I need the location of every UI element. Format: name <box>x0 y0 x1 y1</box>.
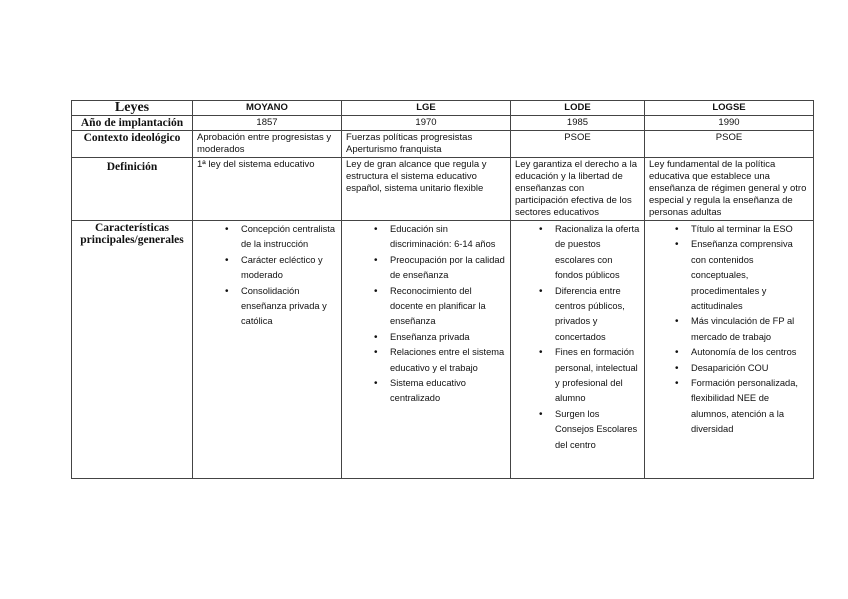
features-lge <box>342 221 511 479</box>
list-item: • Desaparición COU <box>691 361 809 376</box>
list-item: • Reconocimiento del docente en planificar la enseñanza <box>390 284 506 330</box>
law-lge-header: LGE <box>342 101 511 116</box>
definition-logse: Ley fundamental de la política educativa que establece una enseñanza de régimen general y otro especial y regula la enseñanza de personas adultas <box>645 158 814 221</box>
definition-lode: Ley garantiza el derecho a la educación y la libertad de enseñanzas con participación efectiva de los sectores educativos <box>511 158 645 221</box>
features-row <box>72 221 814 479</box>
features-moyano <box>193 221 342 479</box>
list-item: • Racionaliza la oferta de puestos escolares con fondos públicos <box>555 222 640 284</box>
list-item: • Consolidación enseñanza privada y católica <box>241 284 337 330</box>
year-logse: 1990 <box>645 116 814 131</box>
leyes-header: Leyes <box>72 101 193 116</box>
features-lge-list <box>346 222 506 407</box>
list-item: • Educación sin discriminación: 6-14 años <box>390 222 506 253</box>
context-row <box>72 131 814 158</box>
header-row <box>72 101 814 116</box>
features-lode <box>511 221 645 479</box>
features-lode-list <box>515 222 640 453</box>
features-label: Características principales/generales <box>72 221 193 479</box>
definition-lge: Ley de gran alcance que regula y estructura el sistema educativo español, sistema unitario flexible <box>342 158 511 221</box>
list-item: • Sistema educativo centralizado <box>390 376 506 407</box>
list-item: • Enseñanza privada <box>390 330 506 345</box>
list-item: • Fines en formación personal, intelectual y profesional del alumno <box>555 345 640 407</box>
law-lode-header: LODE <box>511 101 645 116</box>
year-row <box>72 116 814 131</box>
list-item: • Surgen los Consejos Escolares del centro <box>555 407 640 453</box>
year-lode: 1985 <box>511 116 645 131</box>
list-item: • Concepción centralista de la instrucción <box>241 222 337 253</box>
list-item: • Relaciones entre el sistema educativo y el trabajo <box>390 345 506 376</box>
definition-label: Definición <box>72 158 193 221</box>
list-item: • Formación personalizada, flexibilidad NEE de alumnos, atención a la diversidad <box>691 376 809 438</box>
context-logse: PSOE <box>645 131 814 158</box>
law-moyano-header: MOYANO <box>193 101 342 116</box>
context-lode: PSOE <box>511 131 645 158</box>
list-item: • Título al terminar la ESO <box>691 222 809 237</box>
list-item: • Más vinculación de FP al mercado de trabajo <box>691 314 809 345</box>
definition-row <box>72 158 814 221</box>
year-label: Año de implantación <box>72 116 193 131</box>
features-moyano-list <box>197 222 337 330</box>
features-logse <box>645 221 814 479</box>
features-logse-list <box>649 222 809 438</box>
laws-comparison-table <box>71 100 814 479</box>
year-lge: 1970 <box>342 116 511 131</box>
context-lge: Fuerzas políticas progresistas Aperturismo franquista <box>342 131 511 158</box>
list-item: • Preocupación por la calidad de enseñanza <box>390 253 506 284</box>
definition-moyano: 1ª ley del sistema educativo <box>193 158 342 221</box>
list-item: • Carácter ecléctico y moderado <box>241 253 337 284</box>
year-moyano: 1857 <box>193 116 342 131</box>
list-item: • Diferencia entre centros públicos, privados y concertados <box>555 284 640 346</box>
list-item: • Enseñanza comprensiva con contenidos conceptuales, procedimentales y actitudinales <box>691 237 809 314</box>
list-item: • Autonomía de los centros <box>691 345 809 360</box>
context-moyano: Aprobación entre progresistas y moderados <box>193 131 342 158</box>
law-logse-header: LOGSE <box>645 101 814 116</box>
context-label: Contexto ideológico <box>72 131 193 158</box>
